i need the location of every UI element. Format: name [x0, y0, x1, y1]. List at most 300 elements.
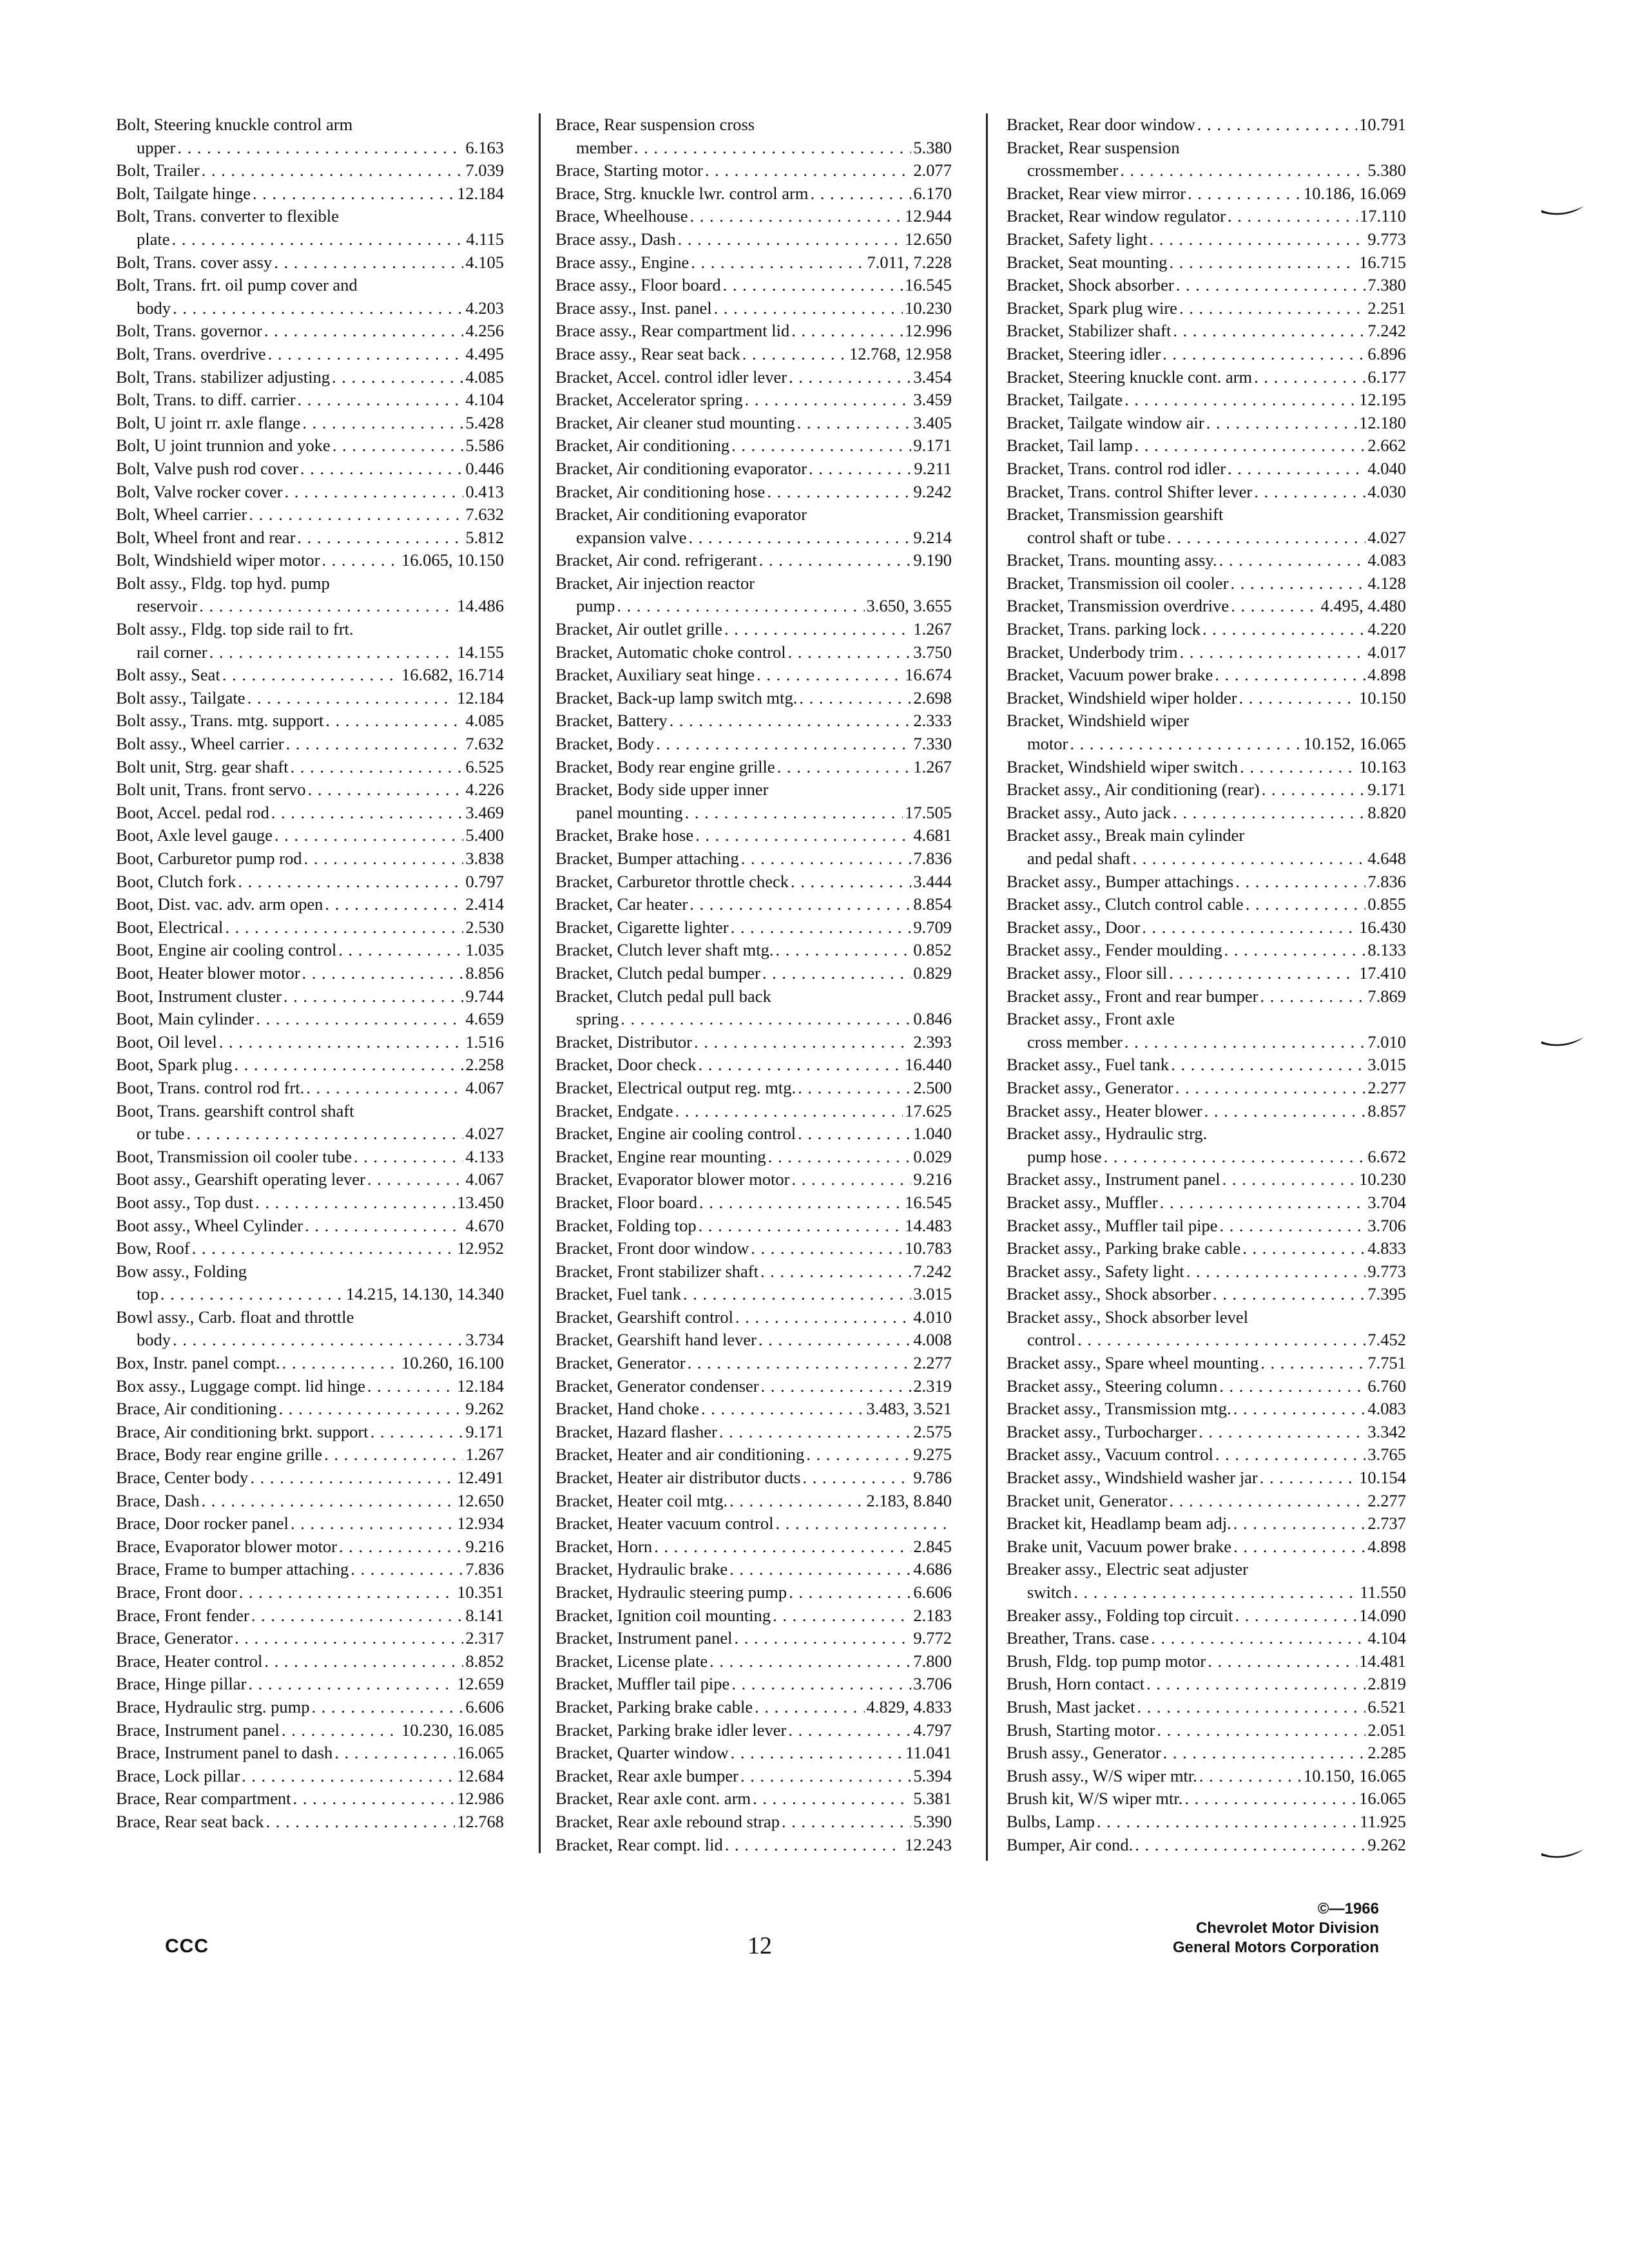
leader-dots — [729, 1558, 911, 1581]
entry-name: Bracket, Evaporator blower motor — [555, 1169, 790, 1189]
section-number: 7.800 — [913, 1651, 952, 1671]
entry-line — [1007, 503, 1406, 526]
index-entry — [555, 1146, 952, 1169]
leader-dots — [225, 916, 463, 939]
index-entry — [1007, 939, 1406, 962]
section-number: 2.183 — [913, 1605, 952, 1625]
leader-dots — [1231, 595, 1318, 618]
entry-line — [1007, 228, 1406, 251]
section-number: 4.495 — [465, 343, 504, 363]
section-number: 4.829, 4.833 — [866, 1696, 952, 1716]
leader-dots — [1137, 1696, 1365, 1719]
entry-name: Brace, Evaporator blower motor — [116, 1536, 337, 1556]
leader-dots — [656, 733, 911, 756]
entry-line — [116, 1627, 504, 1650]
leader-dots — [235, 1627, 463, 1650]
entry-name: Brace, Frame to bumper attaching — [116, 1559, 349, 1579]
entry-line — [555, 1352, 952, 1375]
index-entry — [116, 1627, 504, 1650]
index-entry — [1007, 1237, 1406, 1260]
entry-line — [116, 1443, 504, 1466]
section-number: 7.836 — [1367, 871, 1406, 891]
entry-name: Boot assy., Top dust — [116, 1192, 254, 1212]
leader-dots — [617, 595, 864, 618]
entry-line — [555, 1742, 952, 1765]
entry-line — [555, 434, 952, 457]
section-number: 9.216 — [465, 1536, 504, 1556]
entry-name: Bolt unit, Strg. gear shaft — [116, 756, 289, 776]
entry-line — [555, 205, 952, 228]
entry-name: Bracket, Air conditioning evaporator — [555, 505, 807, 524]
entry-line — [116, 343, 504, 366]
section-number: 6.177 — [1367, 367, 1406, 387]
entry-name: pump — [576, 596, 615, 616]
leader-dots — [705, 159, 912, 182]
section-number: 2.277 — [1367, 1490, 1406, 1510]
entry-line — [555, 1122, 952, 1146]
entry-name: Brush, Starting motor — [1007, 1720, 1155, 1740]
entry-name: Bracket, Battery — [555, 711, 668, 731]
index-entry — [555, 641, 952, 664]
entry-name: Bracket, Rear view mirror — [1007, 183, 1186, 203]
entry-name: Boot assy., Gearshift operating lever — [116, 1169, 365, 1189]
leader-dots — [1199, 1765, 1302, 1788]
copyright-year: ©—1966 — [1317, 1900, 1379, 1917]
index-entry — [116, 1053, 504, 1077]
entry-name: Bracket, Safety light — [1007, 229, 1148, 249]
section-number: 8.820 — [1367, 802, 1406, 822]
entry-line — [555, 1077, 952, 1100]
leader-dots — [699, 1215, 903, 1238]
section-number: 1.267 — [465, 1445, 504, 1465]
index-entry — [555, 870, 952, 894]
entry-line — [555, 1031, 952, 1054]
entry-name: Bracket, Tailgate window air — [1007, 412, 1204, 432]
index-entry — [555, 1100, 952, 1123]
index-entry — [116, 962, 504, 985]
entry-name: Bracket, Air injection reactor — [555, 573, 755, 593]
entry-name: Bracket, Parking brake cable — [555, 1696, 753, 1716]
entry-name: body — [137, 298, 171, 318]
section-number: 14.155 — [457, 642, 504, 662]
entry-line — [555, 1215, 952, 1238]
entry-line — [555, 641, 952, 664]
entry-line — [116, 297, 504, 320]
entry-name: Bracket assy., Vacuum control — [1007, 1445, 1213, 1465]
section-number: 12.768, 12.958 — [849, 343, 952, 363]
copyright-division: Chevrolet Motor Division — [1195, 1919, 1379, 1937]
entry-line — [555, 1765, 952, 1788]
leader-dots — [1124, 389, 1357, 412]
index-entry — [116, 687, 504, 710]
section-number: 9.786 — [913, 1468, 952, 1488]
index-entry — [555, 1398, 952, 1421]
index-entry — [116, 733, 504, 756]
entry-name: Bracket assy., Front and rear bumper — [1007, 986, 1258, 1006]
leader-dots — [222, 664, 400, 687]
leader-dots — [250, 1466, 455, 1490]
section-number: 2.317 — [465, 1628, 504, 1648]
entry-line — [1007, 159, 1406, 182]
entry-line — [1007, 1719, 1406, 1742]
entry-name: Bracket assy., Muffler tail pipe — [1007, 1215, 1218, 1235]
entry-line — [555, 824, 952, 847]
entry-line — [1007, 412, 1406, 435]
index-entry — [116, 343, 504, 366]
section-number: 4.681 — [913, 825, 952, 845]
leader-dots — [701, 1398, 865, 1421]
entry-name: Bracket, Trans. control Shifter lever — [1007, 481, 1253, 501]
entry-name: Bracket, Air conditioning evaporator — [555, 458, 807, 478]
section-number: 12.650 — [905, 229, 952, 249]
index-entry — [1007, 1008, 1406, 1053]
leader-dots — [325, 709, 463, 733]
index-entry — [116, 1466, 504, 1490]
entry-name: Brace, Strg. knuckle lwr. control arm — [555, 183, 809, 203]
entry-name: switch — [1027, 1582, 1072, 1602]
leader-dots — [1170, 251, 1358, 274]
entry-line — [555, 962, 952, 985]
entry-name: Brush assy., Generator — [1007, 1743, 1161, 1763]
entry-line — [116, 1558, 504, 1581]
entry-line — [116, 962, 504, 985]
leader-dots — [729, 1490, 864, 1513]
entry-line — [1007, 916, 1406, 939]
entry-line — [1007, 1581, 1406, 1604]
entry-line — [116, 1283, 504, 1306]
section-number: 7.836 — [913, 849, 952, 868]
section-number: 5.812 — [465, 527, 504, 547]
leader-dots — [1228, 205, 1358, 228]
leader-dots — [339, 1535, 463, 1559]
entry-name: Bracket, Transmission oil cooler — [1007, 573, 1229, 593]
entry-name: Bracket assy., Transmission mtg. — [1007, 1399, 1231, 1419]
entry-name: Bracket assy., Floor sill — [1007, 963, 1168, 983]
entry-name: Brace, Front door — [116, 1582, 237, 1602]
section-number: 5.586 — [465, 436, 504, 456]
entry-line — [1007, 320, 1406, 343]
index-entry — [555, 251, 952, 274]
index-entry — [1007, 1077, 1406, 1100]
section-number: 9.171 — [465, 1421, 504, 1441]
leader-dots — [762, 962, 911, 985]
index-entry — [1007, 412, 1406, 435]
entry-name: rail corner — [137, 642, 207, 662]
section-number: 3.015 — [913, 1284, 952, 1304]
entry-name: Brace, Heater control — [116, 1651, 263, 1671]
section-number: 9.773 — [1367, 1261, 1406, 1281]
entry-line — [555, 870, 952, 894]
leader-dots — [271, 802, 464, 825]
entry-name: Boot, Electrical — [116, 917, 224, 937]
entry-name: Bracket, Quarter window — [555, 1743, 729, 1763]
entry-name: Bracket assy., Auto jack — [1007, 802, 1171, 822]
entry-line — [1007, 251, 1406, 274]
entry-name: Bracket assy., Fuel tank — [1007, 1055, 1170, 1075]
leader-dots — [806, 1443, 911, 1466]
entry-name: Bracket, Electrical output reg. mtg. — [555, 1077, 796, 1097]
index-column-2 — [555, 113, 952, 1856]
index-entry — [555, 1077, 952, 1100]
entry-line — [116, 503, 504, 526]
entry-name: member — [576, 137, 632, 157]
section-number: 7.010 — [1367, 1032, 1406, 1052]
entry-name: Bracket, Heater air distributor ducts — [555, 1468, 801, 1488]
section-number: 10.783 — [905, 1238, 952, 1258]
leader-dots — [333, 434, 464, 457]
entry-line — [116, 1375, 504, 1398]
section-number: 3.838 — [465, 849, 504, 868]
section-number: 8.852 — [465, 1651, 504, 1671]
index-entry — [1007, 870, 1406, 894]
entry-name: pump hose — [1027, 1146, 1102, 1166]
index-entry — [1007, 664, 1406, 687]
leader-dots — [776, 939, 912, 962]
entry-line — [555, 526, 952, 550]
entry-line — [116, 205, 504, 228]
entry-name: Brace assy., Dash — [555, 229, 676, 249]
entry-line — [1007, 1215, 1406, 1238]
index-entry — [116, 1421, 504, 1444]
entry-line — [116, 1398, 504, 1421]
entry-line — [116, 113, 504, 137]
section-number: 9.709 — [913, 917, 952, 937]
entry-name: Bracket, Rear axle cont. arm — [555, 1789, 751, 1809]
leader-dots — [202, 159, 464, 182]
index-entry — [555, 366, 952, 389]
entry-name: top — [137, 1284, 159, 1304]
entry-line — [1007, 1742, 1406, 1765]
leader-dots — [1186, 1260, 1366, 1283]
entry-line — [555, 343, 952, 366]
leader-dots — [723, 274, 903, 297]
entry-name: Bolt, Trans. frt. oil pump cover and — [116, 275, 358, 295]
leader-dots — [312, 1696, 464, 1719]
section-number: 8.856 — [465, 963, 504, 983]
entry-line — [116, 1306, 504, 1329]
section-number: 5.394 — [913, 1765, 952, 1785]
entry-name: Bracket, Front door window — [555, 1238, 749, 1258]
index-entry — [1007, 1696, 1406, 1719]
leader-dots — [767, 481, 911, 504]
entry-line — [1007, 1627, 1406, 1650]
leader-dots — [621, 1008, 911, 1031]
entry-name: Brush, Fldg. top pump motor — [1007, 1651, 1206, 1671]
section-number: 9.190 — [913, 550, 952, 570]
leader-dots — [186, 1122, 463, 1146]
section-number: 3.015 — [1367, 1055, 1406, 1075]
section-number: 1.035 — [465, 940, 504, 960]
index-entry — [116, 572, 504, 618]
entry-name: Bracket assy., Front axle — [1007, 1009, 1175, 1029]
leader-dots — [695, 824, 911, 847]
index-entry — [116, 893, 504, 916]
entry-name: Bracket, Endgate — [555, 1100, 673, 1120]
section-number: 16.430 — [1359, 917, 1406, 937]
entry-line — [116, 1765, 504, 1788]
leader-dots — [719, 1421, 912, 1444]
entry-line — [116, 733, 504, 756]
index-entry — [1007, 1443, 1406, 1466]
section-number: 4.017 — [1367, 642, 1406, 662]
entry-line — [1007, 526, 1406, 550]
leader-dots — [759, 549, 912, 572]
entry-name: Bracket assy., Hydraulic strg. — [1007, 1124, 1208, 1144]
index-entry — [555, 1811, 952, 1834]
entry-line — [1007, 847, 1406, 870]
entry-line — [116, 1466, 504, 1490]
section-number: 10.154 — [1359, 1468, 1406, 1488]
entry-name: Bracket, Gearshift control — [555, 1307, 733, 1327]
section-number: 2.251 — [1367, 298, 1406, 318]
entry-name: Bracket assy., Air conditioning (rear) — [1007, 780, 1260, 800]
index-entry — [116, 939, 504, 962]
leader-dots — [1233, 1398, 1366, 1421]
index-entry — [555, 1122, 952, 1146]
leader-dots — [775, 1512, 950, 1535]
entry-line — [555, 412, 952, 435]
index-entry — [555, 297, 952, 320]
leader-dots — [1163, 1742, 1366, 1765]
leader-dots — [248, 1673, 455, 1696]
entry-line — [1007, 182, 1406, 206]
leader-dots — [1151, 1627, 1365, 1650]
section-number: 12.180 — [1359, 412, 1406, 432]
entry-line — [1007, 1696, 1406, 1719]
entry-name: Breaker assy., Electric seat adjuster — [1007, 1559, 1248, 1579]
entry-line — [555, 1811, 952, 1834]
leader-dots — [297, 526, 463, 550]
entry-line — [555, 664, 952, 687]
leader-dots — [282, 1352, 400, 1375]
entry-name: Bolt, Windshield wiper motor — [116, 550, 320, 570]
entry-line — [1007, 1398, 1406, 1421]
index-entry — [116, 412, 504, 435]
leader-dots — [1246, 893, 1366, 916]
leader-dots — [792, 1168, 912, 1191]
leader-dots — [306, 1077, 463, 1100]
entry-line — [116, 251, 504, 274]
index-entry — [1007, 1558, 1406, 1604]
index-entry — [555, 503, 952, 549]
entry-line — [116, 182, 504, 206]
entry-name: Brace, Starting motor — [555, 160, 703, 180]
entry-name: Bolt, Wheel front and rear — [116, 527, 296, 547]
section-number: 4.104 — [1367, 1628, 1406, 1648]
leader-dots — [791, 320, 903, 343]
index-entry — [1007, 228, 1406, 251]
entry-line — [116, 572, 504, 595]
leader-dots — [256, 1008, 463, 1031]
leader-dots — [173, 297, 463, 320]
entry-line — [555, 1787, 952, 1811]
entry-line — [555, 572, 952, 595]
section-number: 3.469 — [465, 802, 504, 822]
entry-name: Bracket assy., Steering column — [1007, 1376, 1218, 1396]
entry-name: Bracket assy., Muffler — [1007, 1192, 1158, 1212]
entry-name: Bolt, Steering knuckle control arm — [116, 115, 353, 134]
leader-dots — [351, 1558, 463, 1581]
section-number: 7.632 — [465, 734, 504, 754]
section-number: 6.606 — [913, 1582, 952, 1602]
index-entry — [555, 939, 952, 962]
entry-line — [555, 1490, 952, 1513]
entry-name: reservoir — [137, 596, 198, 616]
section-number: 5.381 — [913, 1789, 952, 1809]
section-number: 3.704 — [1367, 1192, 1406, 1212]
leader-dots — [761, 1375, 912, 1398]
entry-name: Bracket, Gearshift hand lever — [555, 1330, 757, 1350]
entry-line — [1007, 1306, 1406, 1329]
entry-line — [1007, 1168, 1406, 1191]
leader-dots — [219, 1031, 464, 1054]
leader-dots — [689, 893, 911, 916]
entry-name: Brace, Instrument panel — [116, 1720, 280, 1740]
leader-dots — [1199, 1421, 1365, 1444]
entry-name: Bracket, Horn — [555, 1536, 653, 1556]
entry-name: Bracket assy., Turbocharger — [1007, 1421, 1197, 1441]
leader-dots — [274, 251, 463, 274]
entry-line — [116, 549, 504, 572]
index-entry — [116, 182, 504, 206]
index-entry — [555, 159, 952, 182]
leader-dots — [1171, 1053, 1365, 1077]
section-number: 4.659 — [465, 1009, 504, 1029]
section-number: 12.768 — [457, 1811, 504, 1831]
leader-dots — [634, 137, 912, 160]
entry-name: Bracket, Brake hose — [555, 825, 694, 845]
entry-name: Bracket, Folding top — [555, 1215, 697, 1235]
index-entry — [555, 1260, 952, 1283]
index-entry — [555, 320, 952, 343]
section-number: 9.216 — [913, 1169, 952, 1189]
section-number: 8.133 — [1367, 940, 1406, 960]
entry-name: Boot, Accel. pedal rod — [116, 802, 269, 822]
entry-name: Bolt, Valve push rod cover — [116, 458, 298, 478]
section-number: 4.104 — [465, 390, 504, 410]
index-entry — [1007, 481, 1406, 504]
index-entry — [1007, 1306, 1406, 1352]
leader-dots — [1197, 113, 1357, 137]
leader-dots — [1208, 1650, 1357, 1673]
entry-line — [555, 389, 952, 412]
entry-name: Bracket, Generator — [555, 1353, 686, 1373]
entry-line — [555, 1535, 952, 1559]
section-number: 17.505 — [905, 802, 952, 822]
leader-dots — [338, 939, 463, 962]
entry-line — [1007, 1811, 1406, 1834]
entry-name: Brace, Air conditioning brkt. support — [116, 1421, 369, 1441]
leader-dots — [1230, 572, 1365, 595]
index-entry — [1007, 641, 1406, 664]
index-entry — [555, 434, 952, 457]
leader-dots — [1169, 1490, 1365, 1513]
leader-dots — [1180, 641, 1366, 664]
entry-line — [1007, 1834, 1406, 1857]
leader-dots — [1233, 1512, 1366, 1535]
leader-dots — [255, 1191, 455, 1215]
section-number: 3.454 — [913, 367, 952, 387]
entry-name: Bracket, Hydraulic steering pump — [555, 1582, 787, 1602]
entry-line — [1007, 343, 1406, 366]
leader-dots — [192, 1237, 456, 1260]
leader-dots — [709, 1650, 911, 1673]
leader-dots — [1074, 1581, 1358, 1604]
entry-name: Bracket assy., Bumper attachings — [1007, 871, 1234, 891]
leader-dots — [1176, 274, 1366, 297]
index-entry — [1007, 320, 1406, 343]
leader-dots — [1169, 962, 1357, 985]
